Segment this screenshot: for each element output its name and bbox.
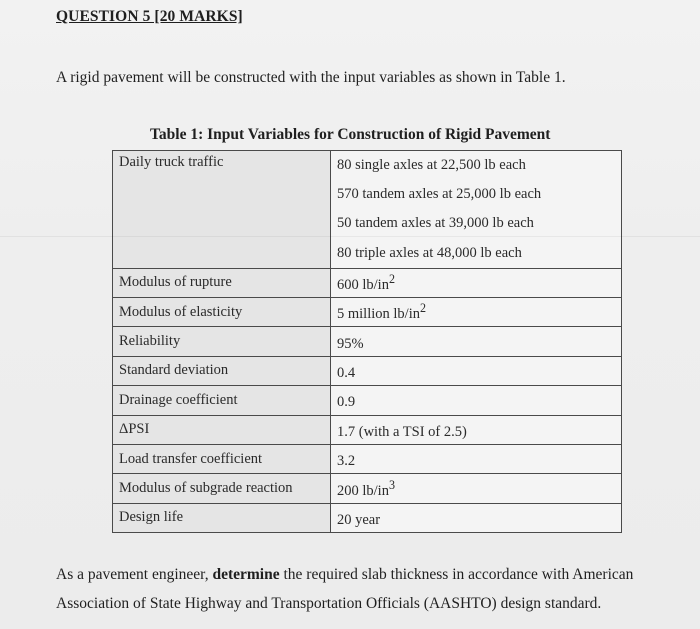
traffic-value: 80 triple axles at 48,000 lb each — [331, 239, 622, 268]
variable-label: Reliability — [113, 327, 331, 356]
variable-value: 600 $lb/in^2$ — [331, 268, 622, 297]
table-caption: Table 1: Input Variables for Construction of Rigid Pavement — [150, 126, 551, 143]
variable-label: Modulus of rupture — [113, 268, 331, 297]
task-rest: the required slab thickness in accordance with American Association of State Highway and Transportation Officials (AASHTO) design standard. — [56, 566, 634, 612]
traffic-value: 570 tandem axles at 25,000 lb each — [331, 180, 622, 209]
paper-fold-line — [0, 236, 700, 237]
task-lead: As a pavement engineer, — [56, 566, 209, 583]
variable-label: Standard deviation — [113, 356, 331, 385]
table-row — [113, 415, 622, 444]
task-emphasis: determine — [212, 566, 280, 583]
variable-label: Modulus of elasticity — [113, 297, 331, 326]
table-row — [113, 386, 622, 415]
variable-label: Design life — [113, 503, 331, 532]
table-row — [113, 474, 622, 503]
question-heading: QUESTION 5 [20 MARKS] — [56, 8, 243, 25]
table-row — [113, 503, 622, 532]
input-variables-table — [112, 150, 622, 533]
variable-value: 3.2 — [331, 444, 622, 473]
question-task — [56, 560, 686, 618]
variable-value: 5 million $lb/in^2$ — [331, 297, 622, 326]
traffic-value: 80 single axles at 22,500 lb each — [331, 151, 622, 180]
table-row — [113, 151, 622, 180]
variable-value: 0.4 — [331, 356, 622, 385]
variable-label: ΔPSI — [113, 415, 331, 444]
table-row — [113, 444, 622, 473]
variable-value: 1.7 (with a TSI of 2.5) — [331, 415, 622, 444]
variable-value: 20 year — [331, 503, 622, 532]
variable-value: 95% — [331, 327, 622, 356]
table-row — [113, 268, 622, 297]
variable-value: 0.9 — [331, 386, 622, 415]
variable-label: Drainage coefficient — [113, 386, 331, 415]
table-row — [113, 297, 622, 326]
variable-label: Modulus of subgrade reaction — [113, 474, 331, 503]
variable-value: 200 $lb/in^3$ — [331, 474, 622, 503]
traffic-value: 50 tandem axles at 39,000 lb each — [331, 209, 622, 238]
variable-label: Load transfer coefficient — [113, 444, 331, 473]
daily-truck-traffic-label: Daily truck traffic — [113, 151, 331, 269]
table-row — [113, 327, 622, 356]
question-intro: A rigid pavement will be constructed with the input variables as shown in Table 1. — [56, 69, 566, 86]
table-row — [113, 356, 622, 385]
